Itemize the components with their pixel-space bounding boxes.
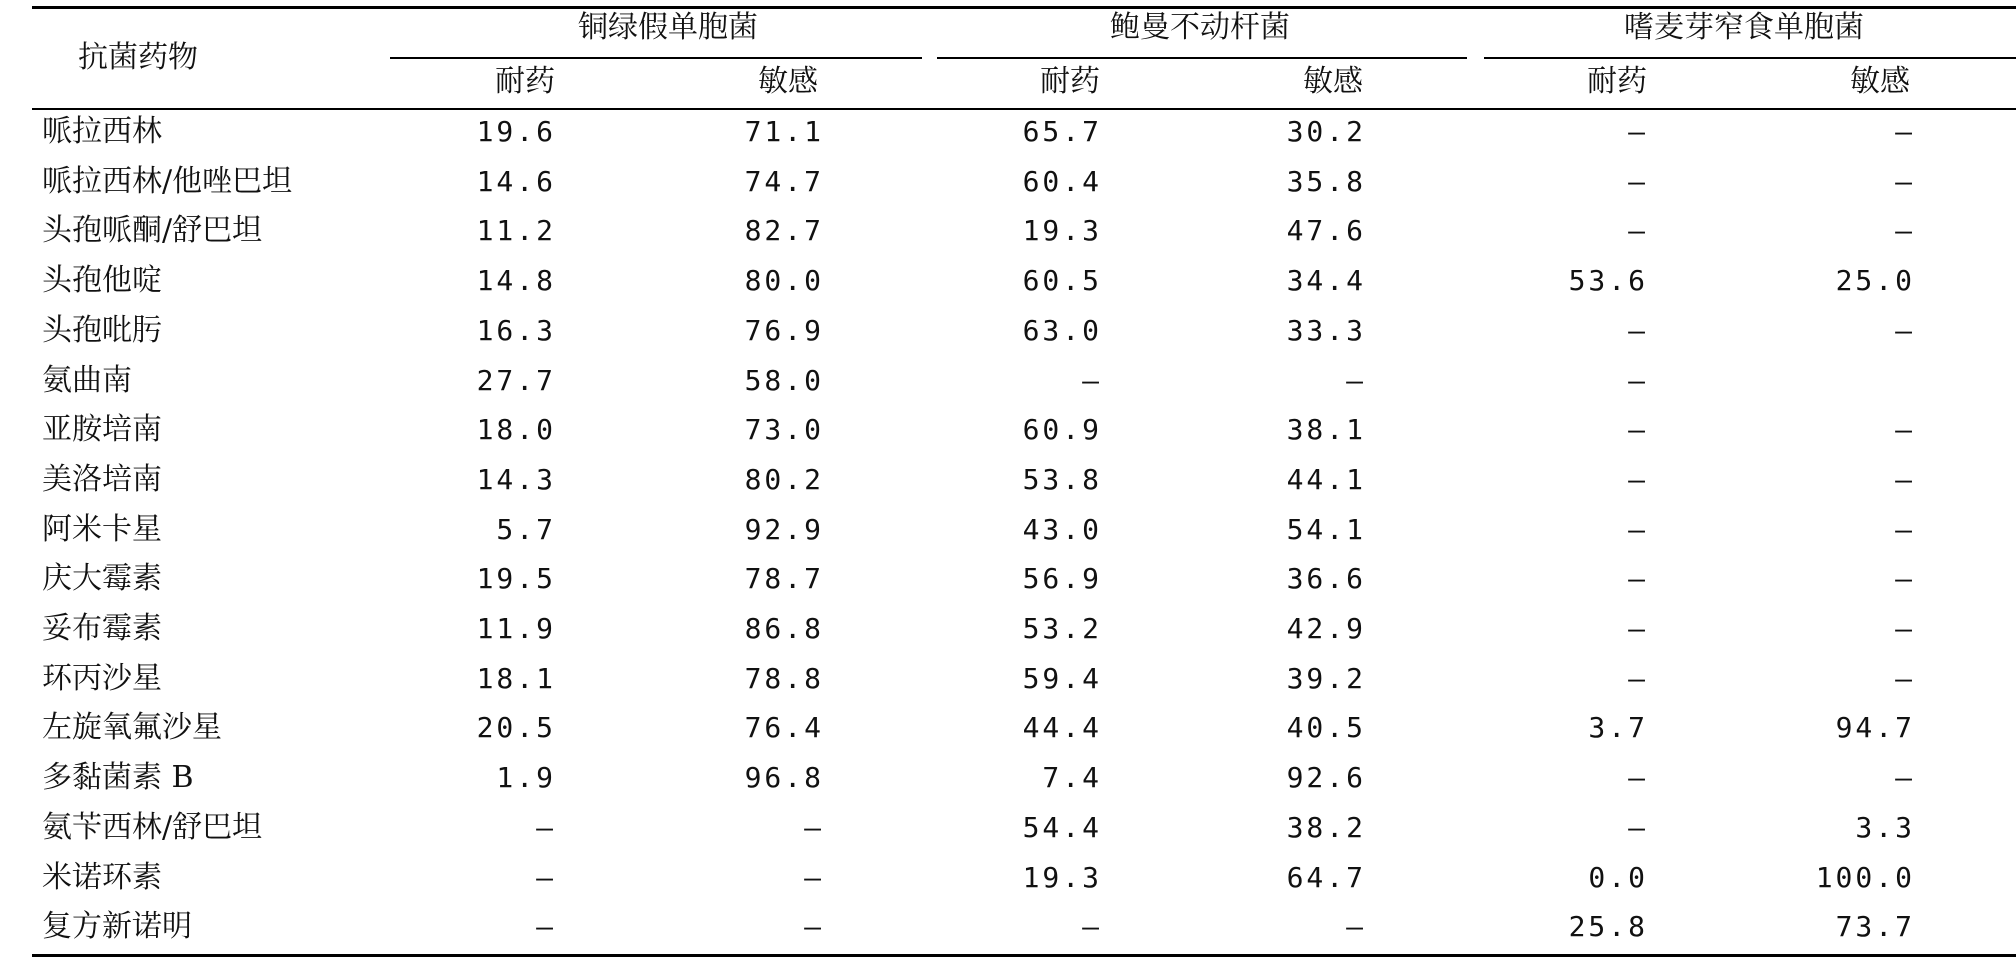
value-cell: — (1895, 662, 1915, 695)
value-cell: 27.7 (476, 364, 556, 397)
value-cell: 33.3 (1286, 314, 1366, 347)
value-cell: — (1628, 463, 1648, 496)
value-cell: — (804, 861, 824, 894)
drug-name: 庆大霉素 (42, 561, 162, 596)
value-cell: — (1895, 761, 1915, 794)
value-cell: 78.8 (744, 662, 824, 695)
value-cell: 60.4 (1022, 165, 1102, 198)
value-cell: — (804, 910, 824, 943)
drug-name: 美洛培南 (42, 462, 162, 497)
value-cell: 73.7 (1835, 910, 1915, 943)
drug-column-header: 抗菌药物 (78, 40, 198, 75)
value-cell: 63.0 (1022, 314, 1102, 347)
value-cell: 16.3 (476, 314, 556, 347)
value-cell: — (1628, 413, 1648, 446)
value-cell: 44.1 (1286, 463, 1366, 496)
value-cell: — (804, 811, 824, 844)
drug-name: 哌拉西林/他唑巴坦 (42, 164, 293, 199)
value-cell: — (1082, 364, 1102, 397)
value-cell: 80.2 (744, 463, 824, 496)
value-cell: — (1895, 165, 1915, 198)
value-cell: 3.7 (1588, 711, 1648, 744)
value-cell: 11.2 (476, 214, 556, 247)
value-cell: 11.9 (476, 612, 556, 645)
drug-name: 头孢吡肟 (42, 313, 162, 348)
value-cell: 60.5 (1022, 264, 1102, 297)
bottom-rule (32, 954, 2016, 957)
value-cell: — (1346, 364, 1366, 397)
value-cell: 53.6 (1568, 264, 1648, 297)
value-cell: 25.8 (1568, 910, 1648, 943)
drug-name: 米诺环素 (42, 860, 162, 895)
sub-header-resistant: 耐药 (1587, 64, 1647, 99)
value-cell: 76.9 (744, 314, 824, 347)
drug-name: 头孢他啶 (42, 263, 162, 298)
value-cell: — (536, 910, 556, 943)
value-cell: — (1628, 165, 1648, 198)
drug-name: 氨曲南 (42, 363, 132, 398)
value-cell: 53.2 (1022, 612, 1102, 645)
value-cell: 71.1 (744, 115, 824, 148)
value-cell: 25.0 (1835, 264, 1915, 297)
value-cell: 3.3 (1855, 811, 1915, 844)
value-cell: 0.0 (1588, 861, 1648, 894)
value-cell: 14.6 (476, 165, 556, 198)
drug-name: 多黏菌素 B (42, 760, 194, 795)
drug-name: 头孢哌酮/舒巴坦 (42, 213, 263, 248)
drug-name: 左旋氧氟沙星 (42, 710, 222, 745)
value-cell: 74.7 (744, 165, 824, 198)
value-cell: 86.8 (744, 612, 824, 645)
value-cell: — (1628, 612, 1648, 645)
value-cell: 14.8 (476, 264, 556, 297)
value-cell: — (1895, 463, 1915, 496)
value-cell: — (1895, 214, 1915, 247)
value-cell: 19.5 (476, 562, 556, 595)
drug-name: 环丙沙星 (42, 661, 162, 696)
value-cell: 1.9 (496, 761, 556, 794)
value-cell: 19.3 (1022, 861, 1102, 894)
drug-name: 亚胺培南 (42, 412, 162, 447)
header-bottom-rule (32, 108, 2016, 110)
value-cell: 38.1 (1286, 413, 1366, 446)
group-header-2: 鲍曼不动杆菌 (1110, 10, 1290, 45)
value-cell: 42.9 (1286, 612, 1366, 645)
value-cell: 18.0 (476, 413, 556, 446)
value-cell: 78.7 (744, 562, 824, 595)
value-cell: 53.8 (1022, 463, 1102, 496)
value-cell: — (1628, 811, 1648, 844)
sub-header-sensitive: 敏感 (1850, 64, 1910, 99)
value-cell: 58.0 (744, 364, 824, 397)
drug-name: 阿米卡星 (42, 512, 162, 547)
top-rule (32, 6, 2016, 9)
value-cell: — (1628, 115, 1648, 148)
group-underline-3 (1484, 57, 2016, 59)
value-cell: 73.0 (744, 413, 824, 446)
value-cell: — (1082, 910, 1102, 943)
value-cell: 40.5 (1286, 711, 1366, 744)
group-header-3: 嗜麦芽窄食单胞菌 (1624, 10, 1864, 45)
value-cell: — (1895, 562, 1915, 595)
value-cell: 36.6 (1286, 562, 1366, 595)
value-cell: 14.3 (476, 463, 556, 496)
value-cell: 19.3 (1022, 214, 1102, 247)
sub-header-resistant: 耐药 (1040, 64, 1100, 99)
value-cell: 80.0 (744, 264, 824, 297)
value-cell: 82.7 (744, 214, 824, 247)
group-underline-1 (390, 57, 922, 59)
value-cell: — (1628, 214, 1648, 247)
value-cell: — (1628, 562, 1648, 595)
value-cell: — (1895, 513, 1915, 546)
value-cell: 96.8 (744, 761, 824, 794)
value-cell: 5.7 (496, 513, 556, 546)
value-cell: — (1628, 761, 1648, 794)
value-cell: 38.2 (1286, 811, 1366, 844)
sub-header-sensitive: 敏感 (1303, 64, 1363, 99)
value-cell: 100.0 (1815, 861, 1915, 894)
value-cell: 7.4 (1042, 761, 1102, 794)
drug-name: 妥布霉素 (42, 611, 162, 646)
value-cell: 20.5 (476, 711, 556, 744)
value-cell: 34.4 (1286, 264, 1366, 297)
value-cell: 18.1 (476, 662, 556, 695)
value-cell: — (1895, 314, 1915, 347)
value-cell: 92.6 (1286, 761, 1366, 794)
value-cell: 92.9 (744, 513, 824, 546)
sub-header-resistant: 耐药 (495, 64, 555, 99)
value-cell: 94.7 (1835, 711, 1915, 744)
value-cell: — (1628, 314, 1648, 347)
drug-name: 氨苄西林/舒巴坦 (42, 810, 263, 845)
value-cell: 76.4 (744, 711, 824, 744)
value-cell: 43.0 (1022, 513, 1102, 546)
value-cell: 30.2 (1286, 115, 1366, 148)
value-cell: 54.1 (1286, 513, 1366, 546)
group-underline-2 (937, 57, 1467, 59)
value-cell: 56.9 (1022, 562, 1102, 595)
value-cell: — (536, 861, 556, 894)
value-cell: 44.4 (1022, 711, 1102, 744)
value-cell: 60.9 (1022, 413, 1102, 446)
value-cell: — (1895, 413, 1915, 446)
value-cell: 35.8 (1286, 165, 1366, 198)
value-cell: — (536, 811, 556, 844)
value-cell: 39.2 (1286, 662, 1366, 695)
value-cell: 19.6 (476, 115, 556, 148)
value-cell: — (1628, 513, 1648, 546)
value-cell: — (1628, 364, 1648, 397)
value-cell: 54.4 (1022, 811, 1102, 844)
value-cell: 64.7 (1286, 861, 1366, 894)
value-cell: 59.4 (1022, 662, 1102, 695)
group-header-1: 铜绿假单胞菌 (578, 10, 758, 45)
value-cell: — (1628, 662, 1648, 695)
value-cell: 65.7 (1022, 115, 1102, 148)
drug-name: 哌拉西林 (42, 114, 162, 149)
value-cell: — (1895, 115, 1915, 148)
sub-header-sensitive: 敏感 (758, 64, 818, 99)
value-cell: 47.6 (1286, 214, 1366, 247)
drug-name: 复方新诺明 (42, 909, 192, 944)
value-cell: — (1895, 612, 1915, 645)
value-cell: — (1346, 910, 1366, 943)
